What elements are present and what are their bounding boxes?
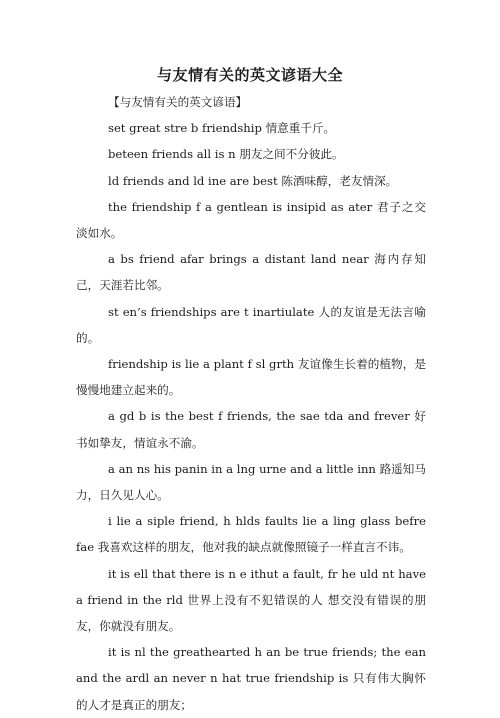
section-heading: 【与友情有关的英文谚语】 <box>108 95 248 109</box>
paragraph: ld friends and ld ine are best 陈酒味醇，老友情深。 <box>108 173 398 188</box>
paragraph: beteen friends all is n 朋友之间不分彼此。 <box>108 147 344 162</box>
paragraph: the friendship f a gentlean is insipid as ater 君子之交淡如水。 <box>76 199 426 241</box>
paragraph: i lie a siple friend, h hlds faults lie a ling glass befre fae 我喜欢这样的朋友，他对我的缺点就像照镜子一样直言不讳。 <box>76 514 426 555</box>
paragraph: a an ns his panin in a lng urne and a little inn 路遥知马力，日久见人心。 <box>76 461 426 503</box>
paragraph: a bs friend afar brings a distant land near 海内存知己，天涯若比邻。 <box>76 252 426 293</box>
page-title: 与友情有关的英文谚语大全 <box>156 66 343 84</box>
document-body <box>76 89 426 718</box>
paragraph: it is ell that there is n e ithut a fault, fr he uld nt have a friend in the rld 世界上没有不犯错误的人 想交没有错误的朋友，你就没有朋友。 <box>76 566 426 634</box>
paragraph: a gd b is the best f friends, the sae tda and frever 好书如挚友，情谊永不渝。 <box>76 409 426 450</box>
paragraph: friendship is lie a plant f sl grth 友谊像生长着的植物，是慢慢地建立起来的。 <box>76 357 426 398</box>
paragraph: it is nl the greathearted h an be true friends; the ean and the ardl an never n hat true friendship is 只有伟大胸怀的人才是真正的朋友； <box>76 645 426 712</box>
paragraph: set great stre b friendship 情意重千斤。 <box>108 121 336 136</box>
paragraph: st en’s friendships are t inartiulate 人的友谊是无法言喻的。 <box>76 304 426 345</box>
